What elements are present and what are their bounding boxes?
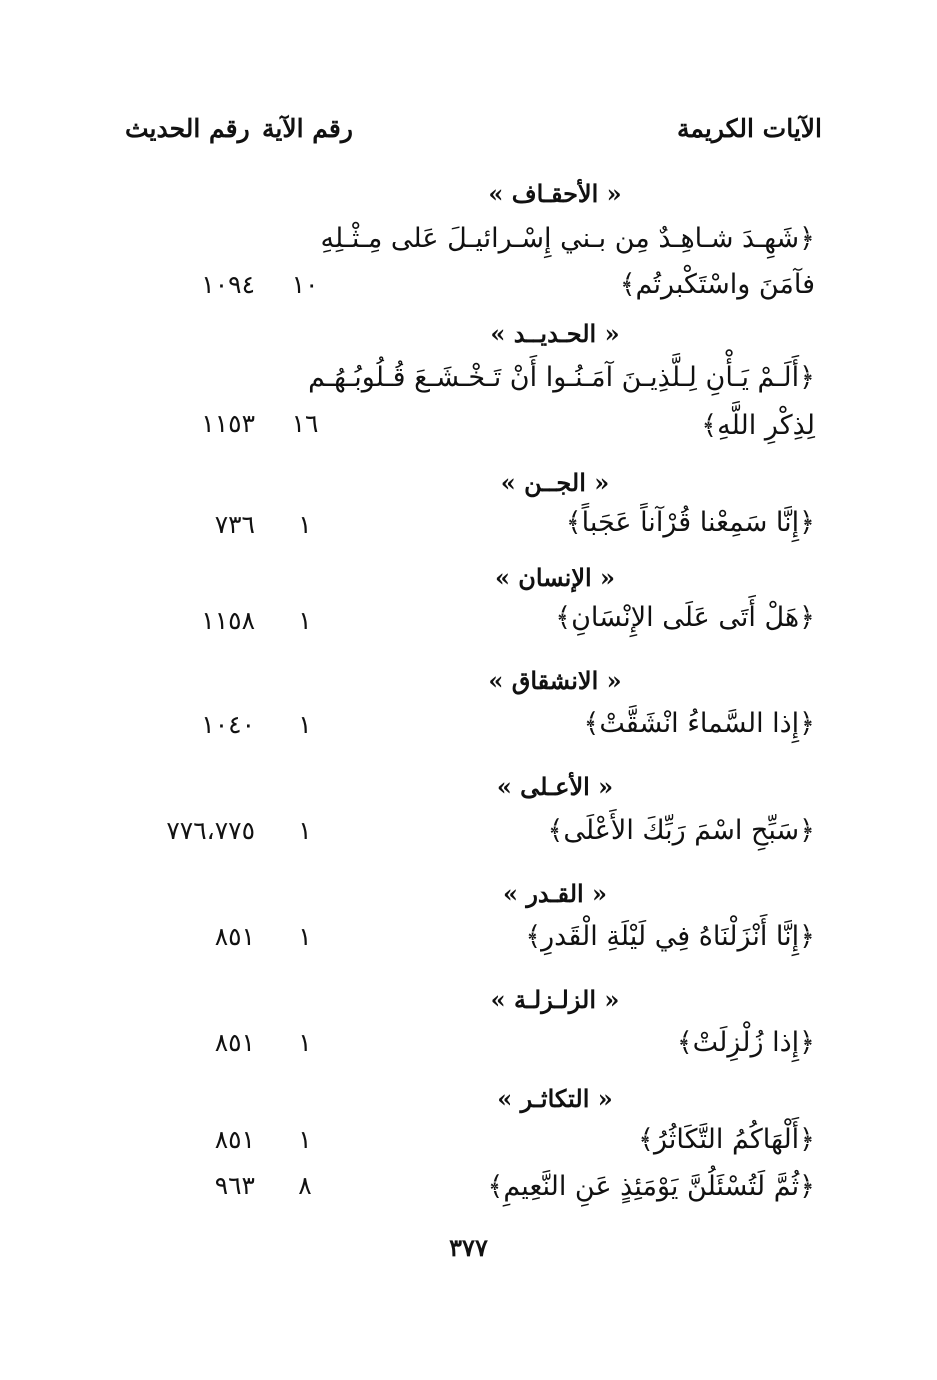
hadith-number: ٨٥١ [214, 1028, 255, 1057]
hadith-number: ٧٧٦،٧٧٥ [166, 816, 255, 845]
hadith-number: ١١٥٨ [201, 606, 255, 635]
hadith-number: ١١٥٣ [201, 409, 255, 438]
verse-number-column-header: رقم الآية [262, 114, 353, 143]
verse-line: ﴿أَلْهَاكُمُ التَّكَاثُرُ﴾ [638, 1124, 815, 1155]
verse-line: ﴿إِذا زُلْزِلَتْ﴾ [676, 1027, 815, 1058]
verse-line: ﴿سَبِّحِ اسْمَ رَبِّكَ الأَعْلَى﴾ [547, 815, 815, 846]
verse-number: ٨ [298, 1171, 312, 1200]
verse-line: لِذِكْرِ اللَّهِ﴾ [701, 410, 815, 441]
hadith-number: ١٠٩٤ [201, 270, 255, 299]
verse-number: ١ [298, 510, 312, 539]
hadith-number: ١٠٤٠ [201, 710, 255, 739]
surah-heading: « التكاثـر » [497, 1084, 613, 1113]
verse-number: ١٦ [291, 409, 319, 438]
verse-line: ﴿إِنَّا سَمِعْنا قُرْآناً عَجَباً﴾ [565, 507, 815, 538]
verse-line: ﴿شَهِـدَ شـاهِـدٌ مِن بـني إِسْـرائيـلَ عَلى مِـثْـلِهِ [320, 223, 815, 254]
verse-line: ﴿أَلَـمْ يَـأْنِ لِـلَّذِيـنَ آمَـنُـوا أَنْ تَـخْـشَـعَ قُـلُوبُـهُـم [308, 362, 815, 393]
verse-line: ﴿إِذا السَّماءُ انْشَقَّتْ﴾ [583, 708, 815, 739]
verse-number: ١ [298, 710, 312, 739]
verse-line: ﴿ثُمَّ لَتُسْئَلُنَّ يَوْمَئِذٍ عَنِ النَّعِيمِ﴾ [487, 1171, 815, 1202]
verses-column-header: الآيات الكريمة [677, 114, 822, 143]
hadith-number: ٨٥١ [214, 1125, 255, 1154]
hadith-number-column-header: رقم الحديث [125, 114, 250, 143]
verse-number: ١ [298, 816, 312, 845]
verse-number: ١ [298, 922, 312, 951]
verse-number: ١٠ [291, 270, 319, 299]
surah-heading: « الجــن » [500, 468, 610, 497]
hadith-number: ٧٣٦ [214, 510, 255, 539]
surah-heading: « الأعـلى » [496, 772, 614, 801]
verse-number: ١ [298, 1028, 312, 1057]
verse-line: ﴿هَلْ أَتَى عَلَى الإِنْسَانِ﴾ [555, 602, 815, 633]
surah-heading: « الأحقـاف » [488, 179, 622, 208]
hadith-number: ٩٦٣ [214, 1171, 255, 1200]
surah-heading: « الحـديــد » [490, 319, 620, 348]
verse-line: فآمَنَ واسْتَكْبرتُم﴾ [619, 269, 815, 300]
surah-heading: « القـدر » [502, 879, 608, 908]
verse-number: ١ [298, 1125, 312, 1154]
verse-number: ١ [298, 606, 312, 635]
page-number: ٣٧٧ [449, 1233, 488, 1262]
surah-heading: « الانشقاق » [488, 666, 622, 695]
surah-heading: « الزلـزلـة » [490, 985, 620, 1014]
verse-line: ﴿إِنَّا أَنْزَلْنَاهُ فِي لَيْلَةِ الْقَدرِ﴾ [525, 921, 815, 952]
hadith-number: ٨٥١ [214, 922, 255, 951]
surah-heading: « الإنسان » [494, 563, 616, 592]
